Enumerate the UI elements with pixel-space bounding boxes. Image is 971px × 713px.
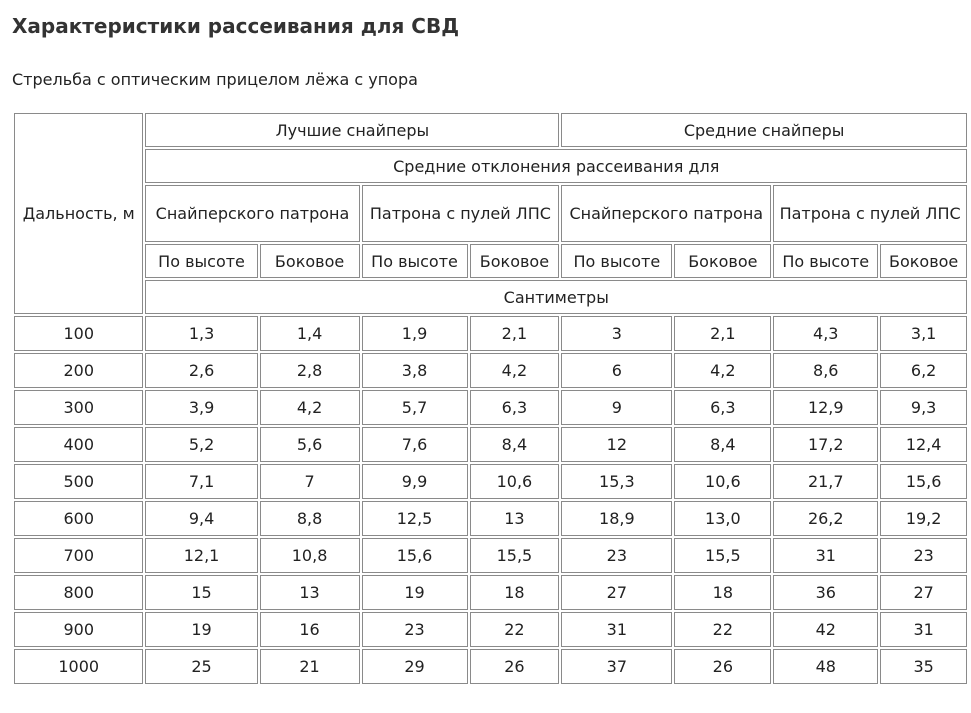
value-cell: 26,2 [773, 501, 878, 536]
value-cell: 23 [362, 612, 468, 647]
value-cell: 13 [260, 575, 360, 610]
value-cell: 18 [470, 575, 560, 610]
direction-header: По высоте [145, 244, 257, 278]
value-cell: 7 [260, 464, 360, 499]
distance-cell: 1000 [14, 649, 143, 684]
value-cell: 4,2 [470, 353, 560, 388]
value-cell: 31 [773, 538, 878, 573]
value-cell: 22 [470, 612, 560, 647]
value-cell: 37 [561, 649, 672, 684]
value-cell: 18,9 [561, 501, 672, 536]
table-row [14, 353, 967, 388]
value-cell: 9,9 [362, 464, 468, 499]
value-cell: 15,3 [561, 464, 672, 499]
value-cell: 10,6 [674, 464, 771, 499]
value-cell: 7,6 [362, 427, 468, 462]
direction-header: Боковое [470, 244, 560, 278]
group-header-average: Средние снайперы [561, 113, 967, 147]
cartridge-header: Патрона с пулей ЛПС [362, 185, 560, 242]
value-cell: 22 [674, 612, 771, 647]
value-cell: 7,1 [145, 464, 257, 499]
value-cell: 4,2 [260, 390, 360, 425]
page-title: Характеристики рассеивания для СВД [12, 14, 460, 38]
value-cell: 42 [773, 612, 878, 647]
value-cell: 6,3 [470, 390, 560, 425]
value-cell: 8,6 [773, 353, 878, 388]
value-cell: 6 [561, 353, 672, 388]
value-cell: 5,7 [362, 390, 468, 425]
value-cell: 1,4 [260, 316, 360, 351]
distance-cell: 100 [14, 316, 143, 351]
distance-header: Дальность, м [14, 113, 143, 314]
value-cell: 26 [470, 649, 560, 684]
value-cell: 18 [674, 575, 771, 610]
value-cell: 2,1 [470, 316, 560, 351]
value-cell: 15,5 [470, 538, 560, 573]
table-row [14, 427, 967, 462]
unit-header: Сантиметры [145, 280, 967, 314]
value-cell: 26 [674, 649, 771, 684]
direction-header: Боковое [260, 244, 360, 278]
value-cell: 3,8 [362, 353, 468, 388]
value-cell: 13 [470, 501, 560, 536]
distance-cell: 900 [14, 612, 143, 647]
value-cell: 9,3 [880, 390, 967, 425]
cartridge-header: Снайперского патрона [145, 185, 359, 242]
value-cell: 29 [362, 649, 468, 684]
deviation-header: Средние отклонения рассеивания для [145, 149, 967, 183]
value-cell: 10,6 [470, 464, 560, 499]
value-cell: 21,7 [773, 464, 878, 499]
value-cell: 19,2 [880, 501, 967, 536]
table-row [14, 538, 967, 573]
table-body [14, 316, 967, 684]
value-cell: 12 [561, 427, 672, 462]
value-cell: 12,4 [880, 427, 967, 462]
direction-header: Боковое [674, 244, 771, 278]
value-cell: 6,3 [674, 390, 771, 425]
direction-header: По высоте [362, 244, 468, 278]
table-row [14, 464, 967, 499]
table-row [14, 575, 967, 610]
value-cell: 35 [880, 649, 967, 684]
direction-header: По высоте [773, 244, 878, 278]
table-row [14, 501, 967, 536]
value-cell: 15,6 [362, 538, 468, 573]
value-cell: 16 [260, 612, 360, 647]
value-cell: 19 [145, 612, 257, 647]
value-cell: 17,2 [773, 427, 878, 462]
value-cell: 31 [880, 612, 967, 647]
value-cell: 12,1 [145, 538, 257, 573]
value-cell: 21 [260, 649, 360, 684]
value-cell: 6,2 [880, 353, 967, 388]
distance-cell: 700 [14, 538, 143, 573]
distance-cell: 600 [14, 501, 143, 536]
value-cell: 9 [561, 390, 672, 425]
table-header [14, 113, 967, 314]
direction-header: По высоте [561, 244, 672, 278]
value-cell: 2,1 [674, 316, 771, 351]
value-cell: 3,9 [145, 390, 257, 425]
cartridge-header: Патрона с пулей ЛПС [773, 185, 967, 242]
cartridge-header: Снайперского патрона [561, 185, 771, 242]
table-row [14, 390, 967, 425]
distance-cell: 500 [14, 464, 143, 499]
value-cell: 2,8 [260, 353, 360, 388]
value-cell: 13,0 [674, 501, 771, 536]
table-row [14, 316, 967, 351]
value-cell: 36 [773, 575, 878, 610]
value-cell: 1,9 [362, 316, 468, 351]
value-cell: 25 [145, 649, 257, 684]
value-cell: 3 [561, 316, 672, 351]
distance-cell: 800 [14, 575, 143, 610]
value-cell: 5,2 [145, 427, 257, 462]
value-cell: 8,8 [260, 501, 360, 536]
value-cell: 23 [880, 538, 967, 573]
table-row [14, 612, 967, 647]
value-cell: 4,2 [674, 353, 771, 388]
value-cell: 19 [362, 575, 468, 610]
value-cell: 8,4 [674, 427, 771, 462]
value-cell: 31 [561, 612, 672, 647]
value-cell: 5,6 [260, 427, 360, 462]
value-cell: 12,9 [773, 390, 878, 425]
distance-cell: 200 [14, 353, 143, 388]
value-cell: 10,8 [260, 538, 360, 573]
value-cell: 48 [773, 649, 878, 684]
direction-header: Боковое [880, 244, 967, 278]
value-cell: 15,5 [674, 538, 771, 573]
value-cell: 27 [880, 575, 967, 610]
value-cell: 4,3 [773, 316, 878, 351]
value-cell: 12,5 [362, 501, 468, 536]
page-subtitle: Стрельба с оптическим прицелом лёжа с упора [12, 70, 418, 89]
value-cell: 15,6 [880, 464, 967, 499]
dispersion-table [12, 111, 969, 686]
value-cell: 15 [145, 575, 257, 610]
value-cell: 27 [561, 575, 672, 610]
table-row [14, 649, 967, 684]
value-cell: 2,6 [145, 353, 257, 388]
value-cell: 3,1 [880, 316, 967, 351]
value-cell: 9,4 [145, 501, 257, 536]
distance-cell: 400 [14, 427, 143, 462]
value-cell: 1,3 [145, 316, 257, 351]
group-header-best: Лучшие снайперы [145, 113, 559, 147]
distance-cell: 300 [14, 390, 143, 425]
value-cell: 8,4 [470, 427, 560, 462]
value-cell: 23 [561, 538, 672, 573]
